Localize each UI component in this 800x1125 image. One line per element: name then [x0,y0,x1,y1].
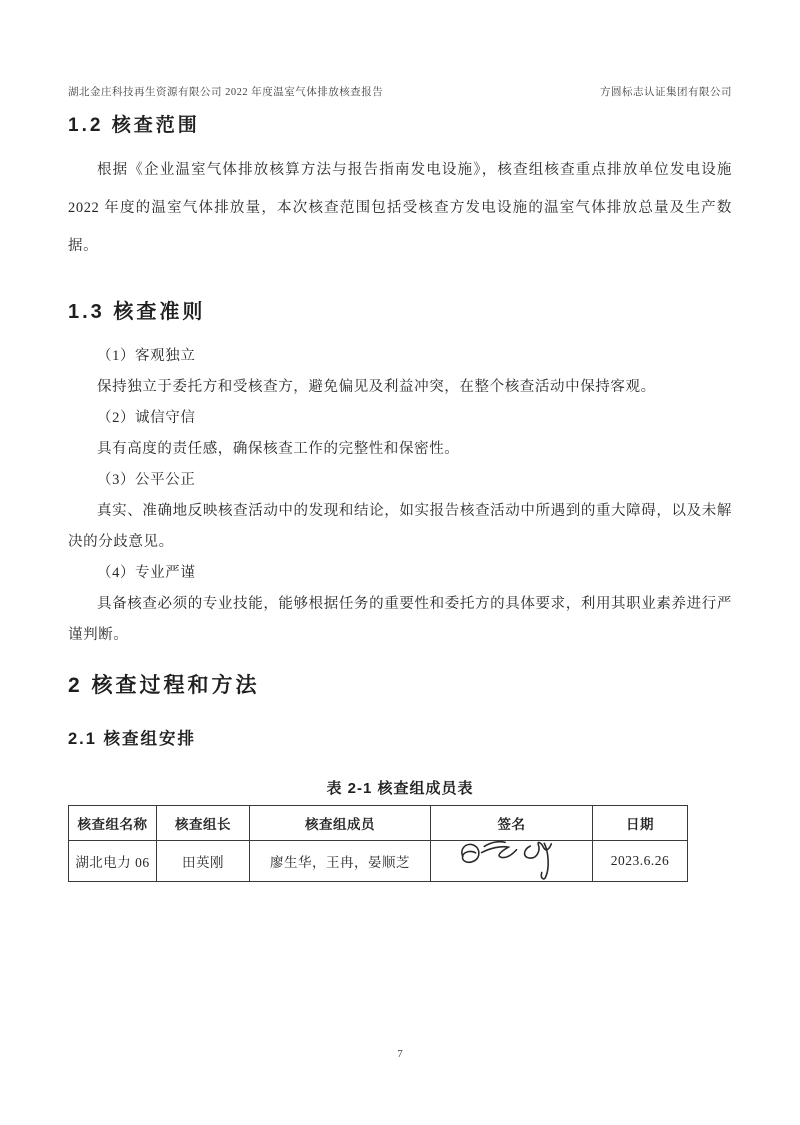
principle-4-heading: （4）专业严谨 [97,565,196,581]
scope-paragraph: 根据《企业温室气体排放核算方法与报告指南发电设施》，核查组核查重点排放单位发电设施 2022 年度的温室气体排放量，本次核查范围包括受核查方发电设施的温室气体排放总量及生产数据。 [68,162,732,254]
col-header-team-name: 核查组名称 [69,806,157,841]
principle-1-heading: （1）客观独立 [97,348,196,364]
principle-2-heading: （2）诚信守信 [97,410,196,426]
section-title-1-2: 1.2 核查范围 [68,115,200,136]
col-header-leader: 核查组长 [157,806,250,841]
principle-2-body: 具有高度的责任感，确保核查工作的完整性和保密性。 [97,441,460,457]
col-header-date: 日期 [593,806,688,841]
table-caption: 表 2-1 核查组成员表 [326,780,474,797]
cell-members: 廖生华，王冉，晏顺芝 [250,841,431,882]
principle-3-body: 真实、准确地反映核查活动中的发现和结论，如实报告核查活动中所遇到的重大障碍，以及未解决的分歧意见。 [68,503,732,550]
col-header-signature: 签名 [431,806,593,841]
col-header-members: 核查组成员 [250,806,431,841]
cell-team-name: 湖北电力 06 [69,841,157,882]
principle-3-heading: （3）公平公正 [97,472,196,488]
section-title-2: 2 核查过程和方法 [68,674,260,697]
section-title-2-1: 2.1 核查组安排 [68,730,197,748]
principle-1-body: 保持独立于委托方和受核查方，避免偏见及利益冲突，在整个核查活动中保持客观。 [97,379,656,395]
verification-team-table [68,805,688,882]
principle-4-body: 具备核查必须的专业技能，能够根据任务的重要性和委托方的具体要求，利用其职业素养进行严谨判断。 [68,596,732,643]
cell-date: 2023.6.26 [593,841,688,882]
verification-principles [68,341,732,651]
page-number: 7 [397,1048,403,1060]
cell-signature [431,841,593,882]
section-title-1-3: 1.3 核查准则 [68,301,206,323]
header-certifier-name: 方圆标志认证集团有限公司 [600,87,732,98]
table-header-row [69,806,688,841]
header-report-title: 湖北金庄科技再生资源有限公司 2022 年度温室气体排放核查报告 [68,87,384,98]
cell-leader: 田英刚 [157,841,250,882]
running-header [68,84,732,99]
handwritten-signature [447,829,576,890]
table-row [69,841,688,882]
